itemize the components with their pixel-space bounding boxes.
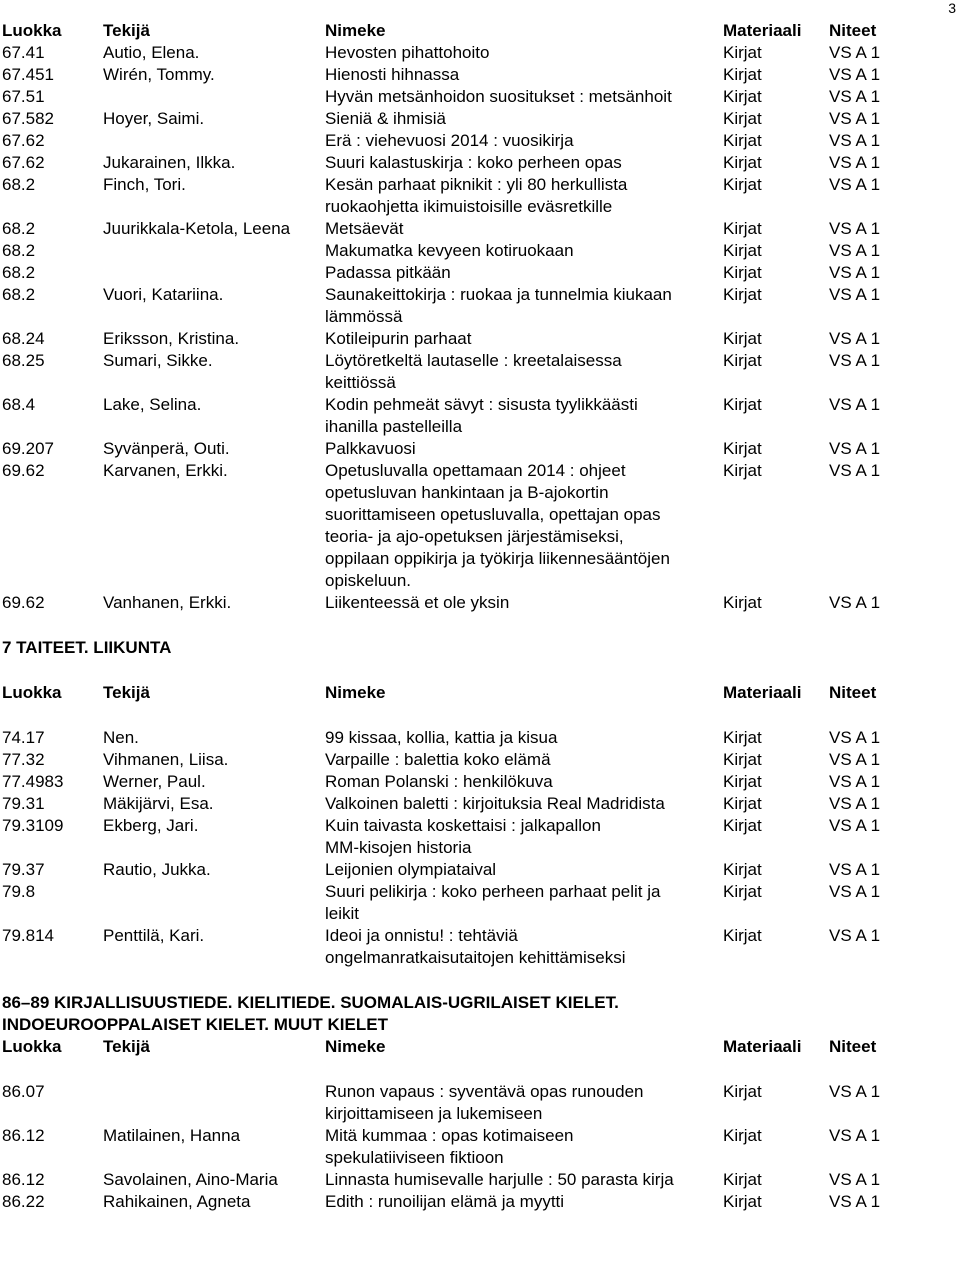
niteet-cell: VS A 1 bbox=[829, 329, 881, 348]
nimeke-line: Liikenteessä et ole yksin bbox=[325, 593, 510, 612]
niteet-cell: VS A 1 bbox=[829, 860, 881, 879]
header-luokka: Luokka bbox=[2, 21, 62, 40]
nimeke-line: 99 kissaa, kollia, kattia ja kisua bbox=[325, 728, 558, 747]
nimeke-line: kirjoittamiseen ja lukemiseen bbox=[325, 1104, 543, 1123]
nimeke-line: opiskeluun. bbox=[325, 571, 412, 590]
table-row bbox=[2, 42, 952, 64]
nimeke-line: Erä : viehevuosi 2014 : vuosikirja bbox=[325, 131, 574, 150]
table-row bbox=[2, 815, 952, 859]
table-row bbox=[2, 174, 952, 218]
nimeke-line: Runon vapaus : syventävä opas runouden bbox=[325, 1082, 644, 1101]
tekija-cell: Nen. bbox=[103, 728, 139, 747]
tekija-cell: Vihmanen, Liisa. bbox=[103, 750, 229, 769]
header-nimeke: Nimeke bbox=[325, 1037, 386, 1056]
page-number: 3 bbox=[948, 0, 956, 16]
niteet-cell: VS A 1 bbox=[829, 175, 881, 194]
table-row bbox=[2, 460, 952, 592]
tekija-cell: Werner, Paul. bbox=[103, 772, 206, 791]
nimeke-line: ongelmanratkaisutaitojen kehittämiseksi bbox=[325, 948, 626, 967]
table-row bbox=[2, 240, 952, 262]
nimeke-line: Hienosti hihnassa bbox=[325, 65, 460, 84]
luokka-cell: 79.31 bbox=[2, 794, 45, 813]
tekija-cell: Wirén, Tommy. bbox=[103, 65, 215, 84]
header-materiaali: Materiaali bbox=[723, 21, 802, 40]
nimeke-line: Linnasta humisevalle harjulle : 50 parasta kirja bbox=[325, 1170, 674, 1189]
nimeke-line: Metsäevät bbox=[325, 219, 404, 238]
nimeke-cell bbox=[325, 925, 723, 969]
nimeke-line: Saunakeittokirja : ruokaa ja tunnelmia kiukaan bbox=[325, 285, 672, 304]
nimeke-line: Padassa pitkään bbox=[325, 263, 451, 282]
niteet-cell: VS A 1 bbox=[829, 395, 881, 414]
nimeke-line: Hyvän metsänhoidon suositukset : metsänhoit bbox=[325, 87, 672, 106]
nimeke-line: spekulatiiviseen fiktioon bbox=[325, 1148, 504, 1167]
luokka-cell: 68.24 bbox=[2, 329, 45, 348]
column-header-row bbox=[2, 682, 952, 704]
nimeke-line: Löytöretkeltä lautaselle : kreetalaisessa bbox=[325, 351, 622, 370]
materiaali-cell: Kirjat bbox=[723, 241, 762, 260]
tekija-cell: Eriksson, Kristina. bbox=[103, 329, 240, 348]
catalog-section bbox=[2, 969, 952, 1213]
luokka-cell: 67.451 bbox=[2, 65, 54, 84]
tekija-cell: Penttilä, Kari. bbox=[103, 926, 205, 945]
nimeke-cell bbox=[325, 881, 723, 925]
materiaali-cell: Kirjat bbox=[723, 593, 762, 612]
niteet-cell: VS A 1 bbox=[829, 285, 881, 304]
catalog-document bbox=[2, 20, 952, 1213]
nimeke-cell bbox=[325, 350, 723, 394]
header-nimeke: Nimeke bbox=[325, 21, 386, 40]
nimeke-line: Mitä kummaa : opas kotimaiseen bbox=[325, 1126, 574, 1145]
spacer bbox=[2, 969, 952, 992]
niteet-cell: VS A 1 bbox=[829, 1082, 881, 1101]
tekija-cell: Savolainen, Aino-Maria bbox=[103, 1170, 278, 1189]
header-tekija: Tekijä bbox=[103, 1037, 150, 1056]
materiaali-cell: Kirjat bbox=[723, 1192, 762, 1211]
nimeke-cell bbox=[325, 328, 723, 350]
materiaali-cell: Kirjat bbox=[723, 65, 762, 84]
table-row bbox=[2, 1191, 952, 1213]
tekija-cell: Karvanen, Erkki. bbox=[103, 461, 228, 480]
nimeke-cell bbox=[325, 394, 723, 438]
luokka-cell: 68.2 bbox=[2, 219, 36, 238]
nimeke-cell bbox=[325, 284, 723, 328]
niteet-cell: VS A 1 bbox=[829, 43, 881, 62]
nimeke-cell bbox=[325, 174, 723, 218]
table-row bbox=[2, 64, 952, 86]
nimeke-line: Kesän parhaat piknikit : yli 80 herkullista bbox=[325, 175, 628, 194]
tekija-cell: Hoyer, Saimi. bbox=[103, 109, 205, 128]
materiaali-cell: Kirjat bbox=[723, 43, 762, 62]
nimeke-line: Opetusluvalla opettamaan 2014 : ohjeet bbox=[325, 461, 626, 480]
materiaali-cell: Kirjat bbox=[723, 750, 762, 769]
section-title: INDOEUROOPPALAISET KIELET. MUUT KIELET bbox=[2, 1015, 388, 1034]
column-header-row bbox=[2, 1036, 952, 1058]
niteet-cell: VS A 1 bbox=[829, 153, 881, 172]
table-row bbox=[2, 1169, 952, 1191]
nimeke-line: Leijonien olympiataival bbox=[325, 860, 497, 879]
nimeke-cell bbox=[325, 749, 723, 771]
nimeke-cell bbox=[325, 130, 723, 152]
nimeke-line: leikit bbox=[325, 904, 360, 923]
header-tekija: Tekijä bbox=[103, 21, 150, 40]
catalog-section bbox=[2, 20, 952, 614]
spacer bbox=[2, 704, 952, 727]
spacer bbox=[2, 659, 952, 682]
table-row bbox=[2, 394, 952, 438]
nimeke-line: opetusluvan hankintaan ja B-ajokortin bbox=[325, 483, 609, 502]
luokka-cell: 69.207 bbox=[2, 439, 54, 458]
niteet-cell: VS A 1 bbox=[829, 772, 881, 791]
materiaali-cell: Kirjat bbox=[723, 794, 762, 813]
luokka-cell: 68.4 bbox=[2, 395, 36, 414]
niteet-cell: VS A 1 bbox=[829, 87, 881, 106]
materiaali-cell: Kirjat bbox=[723, 439, 762, 458]
materiaali-cell: Kirjat bbox=[723, 1170, 762, 1189]
nimeke-line: Kotileipurin parhaat bbox=[325, 329, 472, 348]
luokka-cell: 86.07 bbox=[2, 1082, 45, 1101]
tekija-cell: Autio, Elena. bbox=[103, 43, 200, 62]
materiaali-cell: Kirjat bbox=[723, 772, 762, 791]
luokka-cell: 69.62 bbox=[2, 461, 45, 480]
nimeke-cell bbox=[325, 240, 723, 262]
table-row bbox=[2, 130, 952, 152]
table-row bbox=[2, 262, 952, 284]
tekija-cell: Vanhanen, Erkki. bbox=[103, 593, 232, 612]
niteet-cell: VS A 1 bbox=[829, 593, 881, 612]
nimeke-line: Edith : runoilijan elämä ja myytti bbox=[325, 1192, 565, 1211]
spacer bbox=[2, 1058, 952, 1081]
nimeke-line: suorittamiseen opetusluvalla, opettajan opas bbox=[325, 505, 661, 524]
table-row bbox=[2, 86, 952, 108]
header-materiaali: Materiaali bbox=[723, 1037, 802, 1056]
niteet-cell: VS A 1 bbox=[829, 241, 881, 260]
materiaali-cell: Kirjat bbox=[723, 728, 762, 747]
luokka-cell: 68.2 bbox=[2, 263, 36, 282]
tekija-cell: Matilainen, Hanna bbox=[103, 1126, 241, 1145]
luokka-cell: 67.51 bbox=[2, 87, 45, 106]
header-niteet: Niteet bbox=[829, 683, 877, 702]
nimeke-line: ihanilla pastelleilla bbox=[325, 417, 463, 436]
nimeke-cell bbox=[325, 1169, 723, 1191]
nimeke-cell bbox=[325, 1125, 723, 1169]
nimeke-line: Makumatka kevyeen kotiruokaan bbox=[325, 241, 574, 260]
niteet-cell: VS A 1 bbox=[829, 263, 881, 282]
materiaali-cell: Kirjat bbox=[723, 860, 762, 879]
nimeke-line: oppilaan oppikirja ja työkirja liikennesääntöjen bbox=[325, 549, 670, 568]
materiaali-cell: Kirjat bbox=[723, 87, 762, 106]
materiaali-cell: Kirjat bbox=[723, 816, 762, 835]
nimeke-line: Suuri pelikirja : koko perheen parhaat pelit ja bbox=[325, 882, 661, 901]
luokka-cell: 79.37 bbox=[2, 860, 45, 879]
luokka-cell: 79.814 bbox=[2, 926, 54, 945]
niteet-cell: VS A 1 bbox=[829, 794, 881, 813]
niteet-cell: VS A 1 bbox=[829, 1170, 881, 1189]
header-niteet: Niteet bbox=[829, 1037, 877, 1056]
tekija-cell: Ekberg, Jari. bbox=[103, 816, 199, 835]
tekija-cell: Syvänperä, Outi. bbox=[103, 439, 230, 458]
luokka-cell: 77.32 bbox=[2, 750, 45, 769]
table-row bbox=[2, 749, 952, 771]
nimeke-line: lämmössä bbox=[325, 307, 403, 326]
header-tekija: Tekijä bbox=[103, 683, 150, 702]
section-title: 7 TAITEET. LIIKUNTA bbox=[2, 638, 172, 657]
table-row bbox=[2, 859, 952, 881]
luokka-cell: 79.3109 bbox=[2, 816, 64, 835]
table-row bbox=[2, 438, 952, 460]
materiaali-cell: Kirjat bbox=[723, 153, 762, 172]
nimeke-line: Sieniä & ihmisiä bbox=[325, 109, 446, 128]
nimeke-cell bbox=[325, 108, 723, 130]
niteet-cell: VS A 1 bbox=[829, 1126, 881, 1145]
tekija-cell: Rautio, Jukka. bbox=[103, 860, 211, 879]
table-row bbox=[2, 793, 952, 815]
header-nimeke: Nimeke bbox=[325, 683, 386, 702]
nimeke-cell bbox=[325, 815, 723, 859]
spacer bbox=[2, 614, 952, 637]
materiaali-cell: Kirjat bbox=[723, 1082, 762, 1101]
nimeke-cell bbox=[325, 42, 723, 64]
luokka-cell: 68.2 bbox=[2, 285, 36, 304]
nimeke-line: Ideoi ja onnistu! : tehtäviä bbox=[325, 926, 518, 945]
table-row bbox=[2, 284, 952, 328]
niteet-cell: VS A 1 bbox=[829, 351, 881, 370]
tekija-cell: Jukarainen, Ilkka. bbox=[103, 153, 236, 172]
luokka-cell: 86.22 bbox=[2, 1192, 45, 1211]
nimeke-cell bbox=[325, 218, 723, 240]
luokka-cell: 68.2 bbox=[2, 241, 36, 260]
materiaali-cell: Kirjat bbox=[723, 395, 762, 414]
niteet-cell: VS A 1 bbox=[829, 882, 881, 901]
materiaali-cell: Kirjat bbox=[723, 175, 762, 194]
niteet-cell: VS A 1 bbox=[829, 131, 881, 150]
nimeke-cell bbox=[325, 152, 723, 174]
nimeke-cell bbox=[325, 727, 723, 749]
table-row bbox=[2, 218, 952, 240]
niteet-cell: VS A 1 bbox=[829, 65, 881, 84]
tekija-cell: Rahikainen, Agneta bbox=[103, 1192, 251, 1211]
niteet-cell: VS A 1 bbox=[829, 816, 881, 835]
header-luokka: Luokka bbox=[2, 1037, 62, 1056]
materiaali-cell: Kirjat bbox=[723, 461, 762, 480]
materiaali-cell: Kirjat bbox=[723, 263, 762, 282]
nimeke-line: MM-kisojen historia bbox=[325, 838, 472, 857]
luokka-cell: 67.582 bbox=[2, 109, 54, 128]
table-row bbox=[2, 771, 952, 793]
niteet-cell: VS A 1 bbox=[829, 461, 881, 480]
table-row bbox=[2, 350, 952, 394]
header-materiaali: Materiaali bbox=[723, 683, 802, 702]
nimeke-line: ruokaohjetta ikimuistoisille eväsretkille bbox=[325, 197, 613, 216]
luokka-cell: 68.2 bbox=[2, 175, 36, 194]
niteet-cell: VS A 1 bbox=[829, 1192, 881, 1211]
materiaali-cell: Kirjat bbox=[723, 131, 762, 150]
niteet-cell: VS A 1 bbox=[829, 109, 881, 128]
nimeke-line: Roman Polanski : henkilökuva bbox=[325, 772, 553, 791]
materiaali-cell: Kirjat bbox=[723, 1126, 762, 1145]
nimeke-cell bbox=[325, 438, 723, 460]
luokka-cell: 79.8 bbox=[2, 882, 36, 901]
nimeke-cell bbox=[325, 86, 723, 108]
luokka-cell: 86.12 bbox=[2, 1126, 45, 1145]
luokka-cell: 86.12 bbox=[2, 1170, 45, 1189]
luokka-cell: 67.62 bbox=[2, 153, 45, 172]
niteet-cell: VS A 1 bbox=[829, 926, 881, 945]
niteet-cell: VS A 1 bbox=[829, 219, 881, 238]
nimeke-cell bbox=[325, 859, 723, 881]
nimeke-cell bbox=[325, 1191, 723, 1213]
luokka-cell: 77.4983 bbox=[2, 772, 64, 791]
section-title: 86–89 KIRJALLISUUSTIEDE. KIELITIEDE. SUOMALAIS-UGRILAISET KIELET. bbox=[2, 993, 619, 1012]
materiaali-cell: Kirjat bbox=[723, 882, 762, 901]
header-luokka: Luokka bbox=[2, 683, 62, 702]
nimeke-cell bbox=[325, 592, 723, 614]
nimeke-line: teoria- ja ajo-opetuksen järjestämiseksi, bbox=[325, 527, 624, 546]
nimeke-line: keittiössä bbox=[325, 373, 396, 392]
materiaali-cell: Kirjat bbox=[723, 285, 762, 304]
nimeke-line: Kodin pehmeät sävyt : sisusta tyylikkäästi bbox=[325, 395, 638, 414]
tekija-cell: Vuori, Katariina. bbox=[103, 285, 224, 304]
nimeke-cell bbox=[325, 771, 723, 793]
tekija-cell: Mäkijärvi, Esa. bbox=[103, 794, 214, 813]
niteet-cell: VS A 1 bbox=[829, 728, 881, 747]
materiaali-cell: Kirjat bbox=[723, 926, 762, 945]
table-row bbox=[2, 108, 952, 130]
nimeke-line: Suuri kalastuskirja : koko perheen opas bbox=[325, 153, 622, 172]
table-row bbox=[2, 881, 952, 925]
luokka-cell: 67.41 bbox=[2, 43, 45, 62]
table-row bbox=[2, 592, 952, 614]
catalog-section bbox=[2, 614, 952, 969]
header-niteet: Niteet bbox=[829, 21, 877, 40]
niteet-cell: VS A 1 bbox=[829, 439, 881, 458]
luokka-cell: 67.62 bbox=[2, 131, 45, 150]
tekija-cell: Finch, Tori. bbox=[103, 175, 186, 194]
luokka-cell: 69.62 bbox=[2, 593, 45, 612]
niteet-cell: VS A 1 bbox=[829, 750, 881, 769]
tekija-cell: Juurikkala-Ketola, Leena bbox=[103, 219, 291, 238]
tekija-cell: Lake, Selina. bbox=[103, 395, 202, 414]
tekija-cell: Sumari, Sikke. bbox=[103, 351, 213, 370]
table-row bbox=[2, 328, 952, 350]
nimeke-line: Varpaille : balettia koko elämä bbox=[325, 750, 551, 769]
nimeke-line: Palkkavuosi bbox=[325, 439, 416, 458]
nimeke-cell bbox=[325, 793, 723, 815]
table-row bbox=[2, 727, 952, 749]
table-row bbox=[2, 152, 952, 174]
luokka-cell: 68.25 bbox=[2, 351, 45, 370]
nimeke-cell bbox=[325, 460, 723, 592]
table-row bbox=[2, 1125, 952, 1169]
materiaali-cell: Kirjat bbox=[723, 351, 762, 370]
nimeke-line: Hevosten pihattohoito bbox=[325, 43, 490, 62]
column-header-row bbox=[2, 20, 952, 42]
nimeke-line: Kuin taivasta koskettaisi : jalkapallon bbox=[325, 816, 601, 835]
nimeke-cell bbox=[325, 262, 723, 284]
nimeke-cell bbox=[325, 64, 723, 86]
materiaali-cell: Kirjat bbox=[723, 109, 762, 128]
luokka-cell: 74.17 bbox=[2, 728, 45, 747]
table-row bbox=[2, 925, 952, 969]
materiaali-cell: Kirjat bbox=[723, 219, 762, 238]
table-row bbox=[2, 1081, 952, 1125]
nimeke-line: Valkoinen baletti : kirjoituksia Real Madridista bbox=[325, 794, 665, 813]
nimeke-cell bbox=[325, 1081, 723, 1125]
materiaali-cell: Kirjat bbox=[723, 329, 762, 348]
